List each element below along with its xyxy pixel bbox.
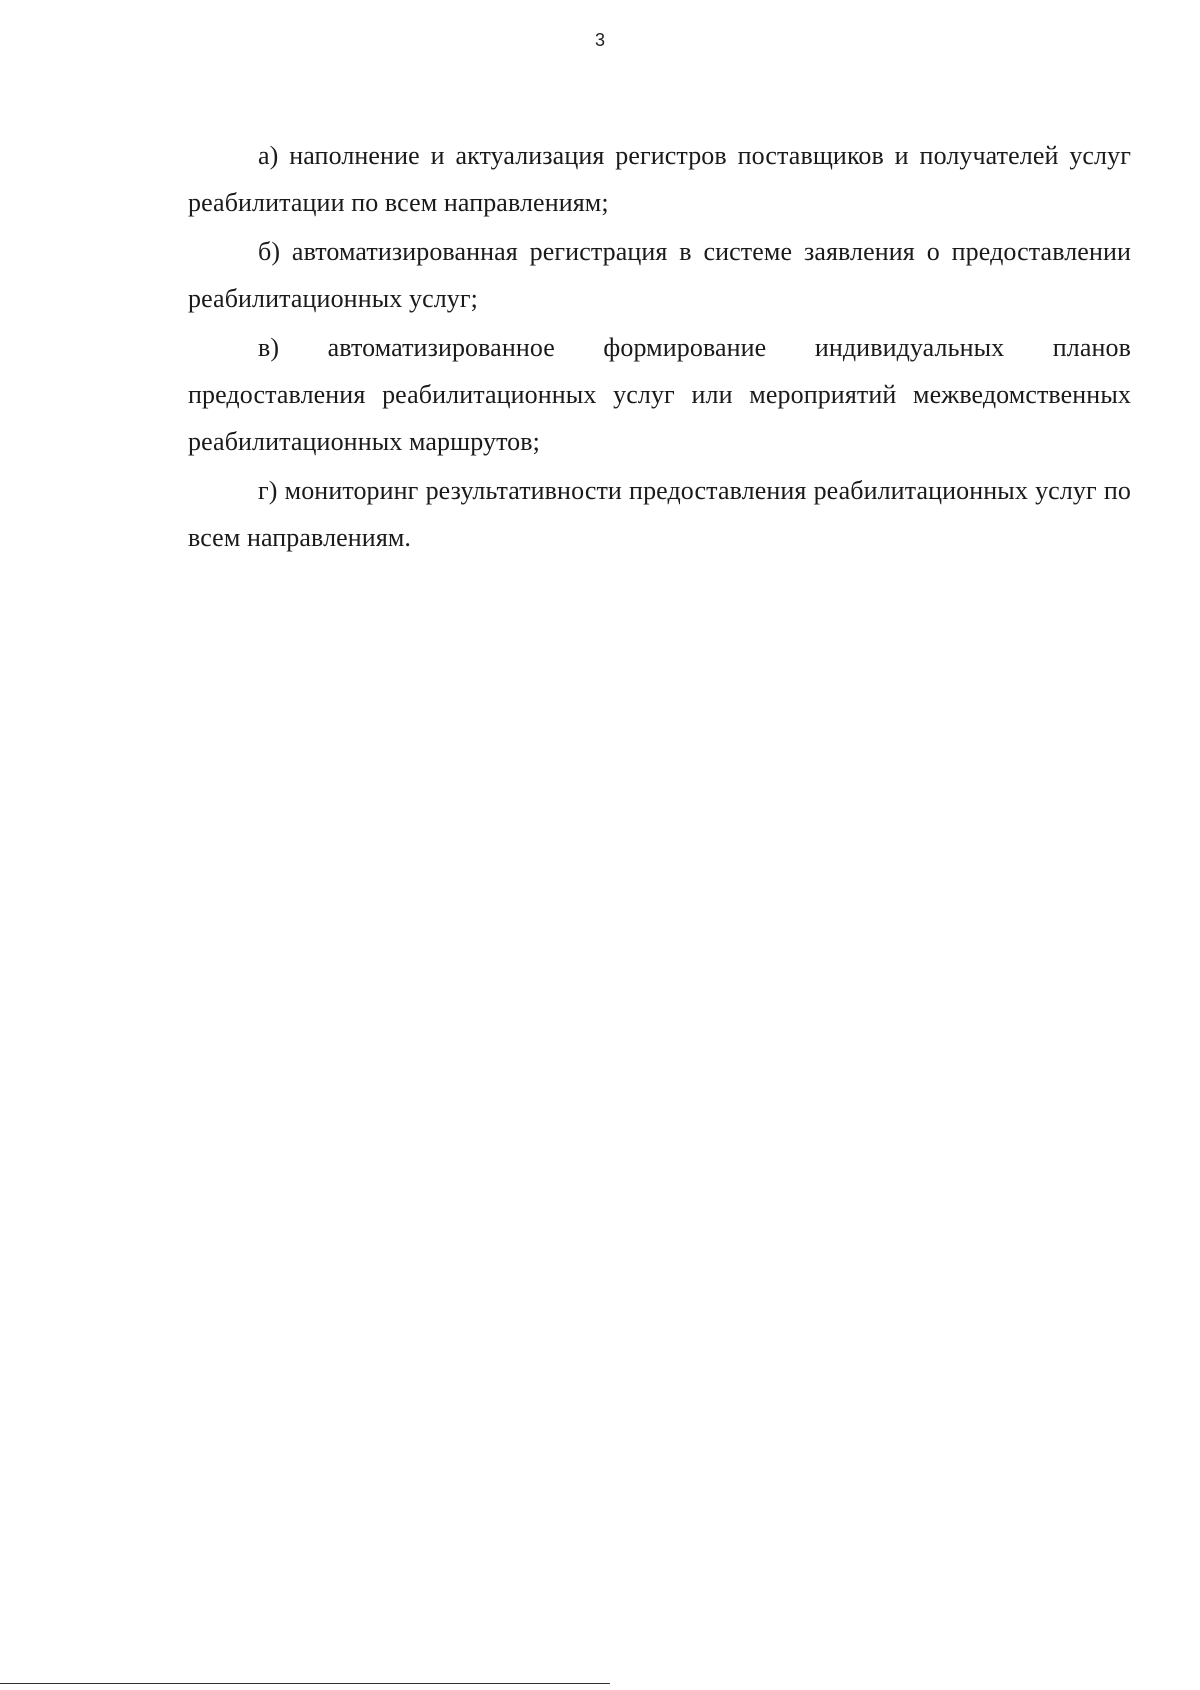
list-item-v: в) автоматизированное формирование индивидуальных планов предоставления реабилитационных услуг или мероприятий межведомственных реабилитационных маршрутов;	[188, 333, 1131, 456]
document-body	[188, 132, 1131, 563]
list-item-a: а) наполнение и актуализация регистров поставщиков и получателей услуг реабилитации по всем направлениям;	[188, 141, 1131, 217]
list-item-b: б) автоматизированная регистрация в системе заявления о предоставлении реабилитационных услуг;	[188, 237, 1131, 313]
scan-edge-line	[0, 1683, 610, 1684]
page-number: 3	[594, 30, 605, 50]
list-item-g: г) мониторинг результативности предоставления реабилитационных услуг по всем направлениям.	[188, 476, 1131, 552]
